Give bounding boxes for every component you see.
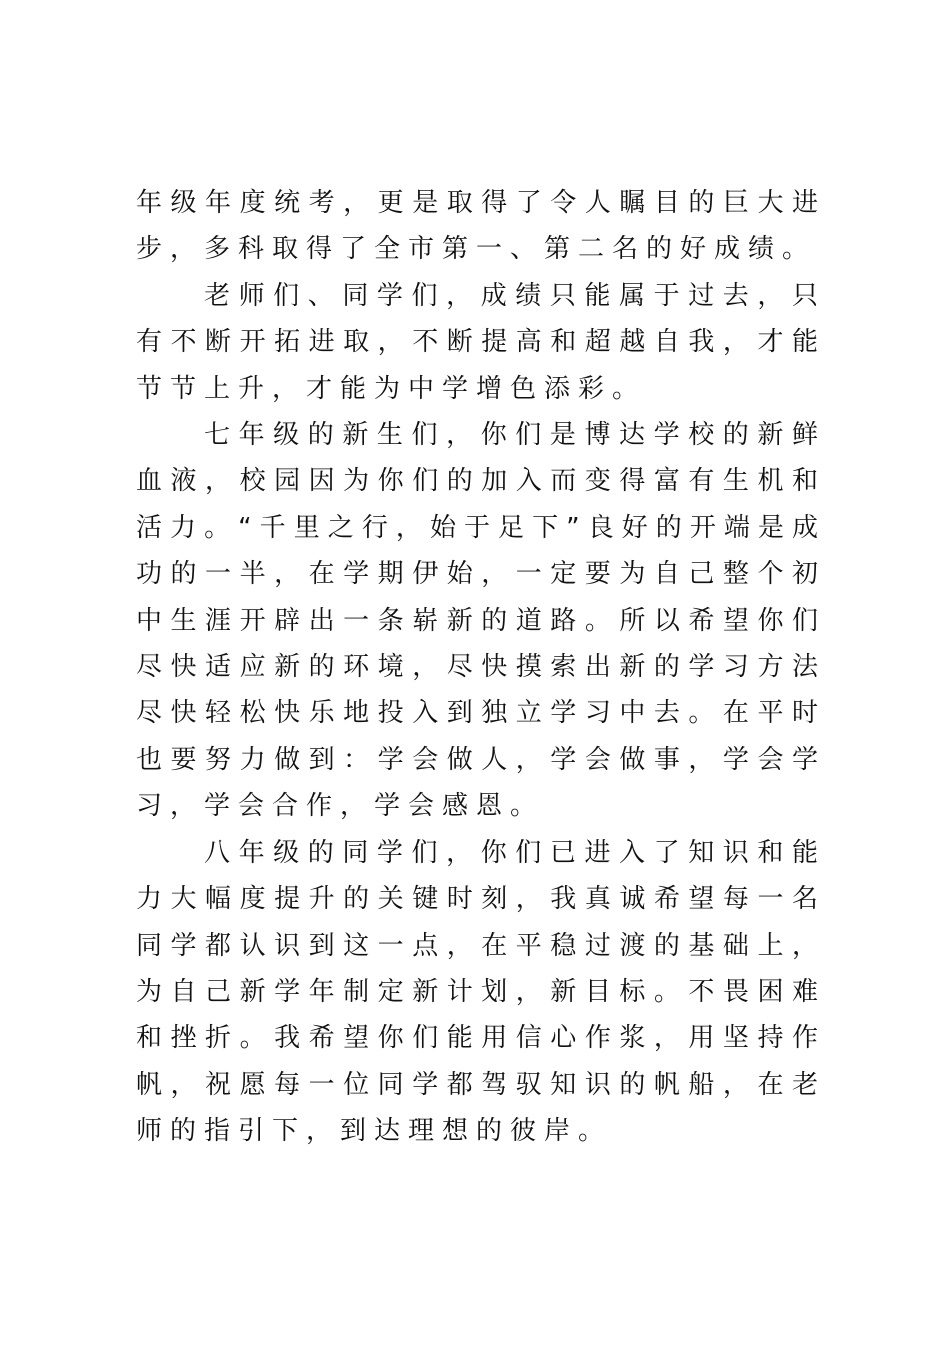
paragraph-grade-eight: 八年级的同学们，你们已进入了知识和能力大幅度提升的关键时刻，我真诚希望每一名同学都认识到这一点，在平稳过渡的基础上，为自己新学年制定新计划，新目标。不畏困难和挫折。我希望你们能用信心作浆，用坚持作帆，祝愿每一位同学都驾驭知识的帆船，在老师的指引下，到达理想的彼岸。 bbox=[136, 837, 826, 1147]
paragraph-continuation: 年级年度统考，更是取得了令人瞩目的巨大进步，多科取得了全市第一、第二名的好成绩。 bbox=[136, 188, 826, 265]
paragraph-achievements: 老师们、同学们，成绩只能属于过去，只有不断开拓进取，不断提高和超越自我，才能节节上升，才能为中学增色添彩。 bbox=[136, 280, 826, 404]
body-text bbox=[136, 180, 826, 1155]
paragraph-grade-seven: 七年级的新生们，你们是博达学校的新鲜血液，校园因为你们的加入而变得富有生机和活力。“千里之行，始于足下”良好的开端是成功的一半，在学期伊始，一定要为自己整个初中生涯开辟出一条崭新的道路。所以希望你们尽快适应新的环境，尽快摸索出新的学习方法尽快轻松快乐地投入到独立学习中去。在平时也要努力做到：学会做人，学会做事，学会学习，学会合作，学会感恩。 bbox=[136, 420, 826, 822]
